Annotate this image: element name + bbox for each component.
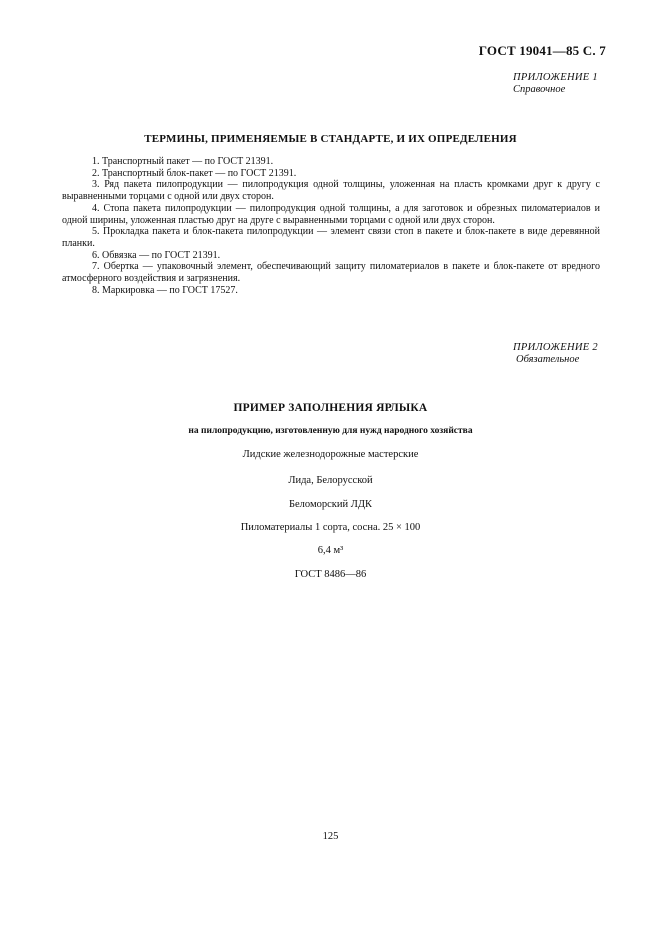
appendix-2-title: ПРИЛОЖЕНИЕ 2 <box>513 342 598 353</box>
term-item: 3. Ряд пакета пилопродукции — пилопродукция одной толщины, уложенная на пласть кромками друг к другу с выравненными торцами с одной или двух сторон. <box>62 179 600 203</box>
terms-list <box>62 156 600 296</box>
term-item: 5. Прокладка пакета и блок-пакета пилопродукции — элемент связи стоп в пакете и блок-пакете в виде деревянной планки. <box>62 226 600 249</box>
label-example-title: ПРИМЕР ЗАПОЛНЕНИЯ ЯРЛЫКА <box>233 402 428 414</box>
appendix-1-heading <box>513 72 598 96</box>
label-line-product: Пиломатериалы 1 сорта, сосна. 25 × 100 <box>240 522 421 533</box>
label-line-producer: Беломорский ЛДК <box>288 499 373 510</box>
label-line-volume: 6,4 м³ <box>317 545 344 556</box>
label-line-standard: ГОСТ 8486—86 <box>294 569 367 580</box>
appendix-1-title: ПРИЛОЖЕНИЕ 1 <box>513 72 598 83</box>
term-item: 7. Обертка — упаковочный элемент, обеспечивающий защиту пиломатериалов в пакете и блок-пакете от вредного атмосферного воздействия и загрязнения. <box>62 261 600 285</box>
appendix-2-status: Обязательное <box>516 354 580 365</box>
page-number: 125 <box>322 831 339 842</box>
term-item: 6. Обвязка — по ГОСТ 21391. <box>92 249 221 261</box>
term-item: 2. Транспортный блок-пакет — по ГОСТ 21391. <box>92 167 297 179</box>
standard-page-header: ГОСТ 19041—85 С. 7 <box>478 43 606 58</box>
label-line-railway: Лида, Белорусской <box>288 475 373 486</box>
term-item: 4. Стопа пакета пилопродукции — пилопродукция одной толщины, а для заготовок и обрезных пиломатериалов и одной ширины, уложенная пластью друг на друге с выравненными торцами с одной или двух сторон. <box>62 202 600 226</box>
appendix-2-heading <box>513 342 598 366</box>
label-example-subtitle: на пилопродукцию, изготовленную для нужд народного хозяйства <box>188 426 473 436</box>
label-line-manufacturer: Лидские железнодорожные мастерские <box>242 449 419 460</box>
term-item: 1. Транспортный пакет — по ГОСТ 21391. <box>92 156 274 167</box>
appendix-1-status: Справочное <box>513 84 566 95</box>
terms-section-title: ТЕРМИНЫ, ПРИМЕНЯЕМЫЕ В СТАНДАРТЕ, И ИХ ОПРЕДЕЛЕНИЯ <box>144 133 517 145</box>
term-item: 8. Маркировка — по ГОСТ 17527. <box>92 284 238 296</box>
